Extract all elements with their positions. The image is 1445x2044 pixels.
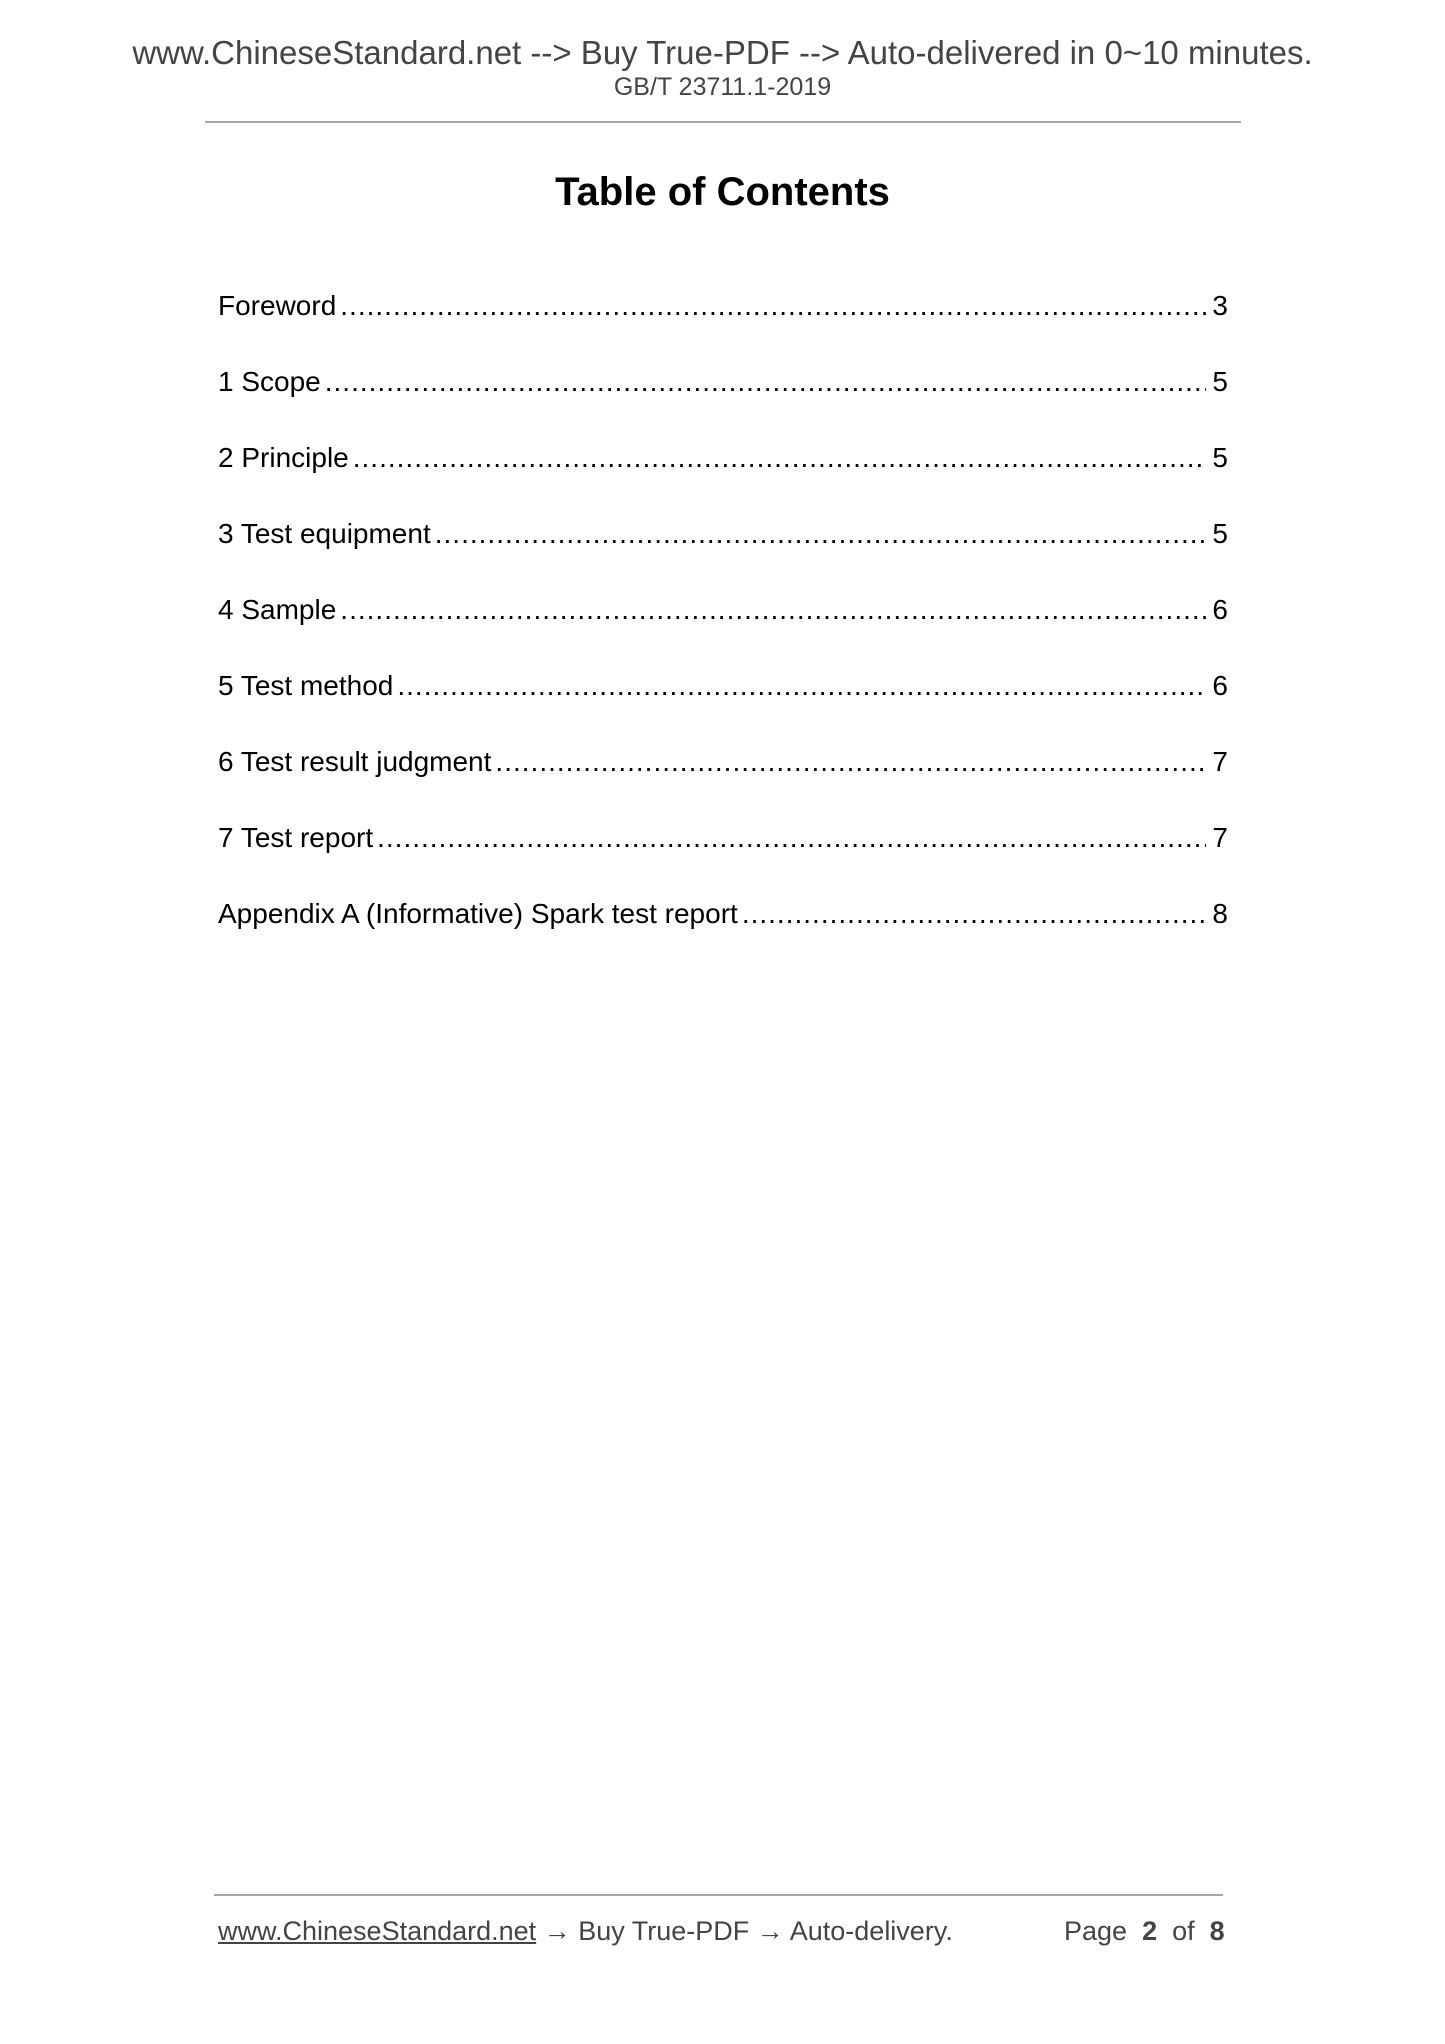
footer-site-link[interactable]: www.ChineseStandard.net [218, 1916, 537, 1946]
toc-dot-leader [742, 894, 1207, 934]
toc-entry-page: 5 [1212, 442, 1228, 473]
toc-entry-test-method[interactable] [218, 666, 1228, 742]
total-pages-number: 8 [1209, 1916, 1225, 1946]
toc-entry-label: 7 Test report [218, 822, 374, 853]
toc-entry-label: Appendix A (Informative) Spark test report [218, 898, 738, 929]
toc-dot-leader [435, 514, 1207, 554]
toc-entry-label: 6 Test result judgment [218, 746, 492, 777]
toc-entry-page: 6 [1212, 670, 1228, 701]
toc-entry-test-report[interactable] [218, 818, 1228, 894]
toc-dot-leader [353, 438, 1207, 478]
toc-dot-leader [495, 742, 1206, 782]
table-of-contents [218, 286, 1228, 970]
footer-tagline: → Buy True-PDF → Auto-delivery. [536, 1916, 953, 1946]
toc-entry-label: 3 Test equipment [218, 518, 431, 549]
standard-number: GB/T 23711.1-2019 [613, 73, 832, 101]
toc-entry-page: 5 [1212, 366, 1228, 397]
toc-entry-label: 4 Sample [218, 594, 337, 625]
toc-title: Table of Contents [555, 170, 890, 214]
toc-entry-scope[interactable] [218, 362, 1228, 438]
toc-dot-leader [340, 590, 1206, 630]
toc-entry-label: 5 Test method [218, 670, 394, 701]
toc-entry-sample[interactable] [218, 590, 1228, 666]
toc-entry-principle[interactable] [218, 438, 1228, 514]
toc-entry-page: 3 [1212, 290, 1228, 321]
footer-promo [218, 1915, 953, 1947]
toc-dot-leader [377, 818, 1206, 858]
toc-entry-page: 7 [1212, 746, 1228, 777]
toc-entry-label: 1 Scope [218, 366, 321, 397]
page-indicator [1064, 1915, 1225, 1947]
header-divider [205, 121, 1241, 123]
toc-entry-label: 2 Principle [218, 442, 349, 473]
toc-entry-page: 7 [1212, 822, 1228, 853]
toc-entry-test-result-judgment[interactable] [218, 742, 1228, 818]
toc-entry-foreword[interactable] [218, 286, 1228, 362]
toc-entry-page: 5 [1212, 518, 1228, 549]
current-page-number: 2 [1142, 1916, 1158, 1946]
toc-entry-test-equipment[interactable] [218, 514, 1228, 590]
toc-entry-label: Foreword [218, 290, 337, 321]
toc-dot-leader [325, 362, 1207, 402]
footer-divider [214, 1894, 1223, 1896]
toc-entry-page: 6 [1212, 594, 1228, 625]
toc-dot-leader [397, 666, 1206, 706]
page-word: Page [1064, 1916, 1128, 1946]
of-word: of [1172, 1916, 1195, 1946]
site-banner: www.ChineseStandard.net --> Buy True-PDF --> Auto-delivered in 0~10 minutes. [132, 34, 1313, 71]
toc-entry-page: 8 [1212, 898, 1228, 929]
toc-dot-leader [340, 286, 1206, 326]
toc-entry-appendix-a[interactable] [218, 894, 1228, 970]
